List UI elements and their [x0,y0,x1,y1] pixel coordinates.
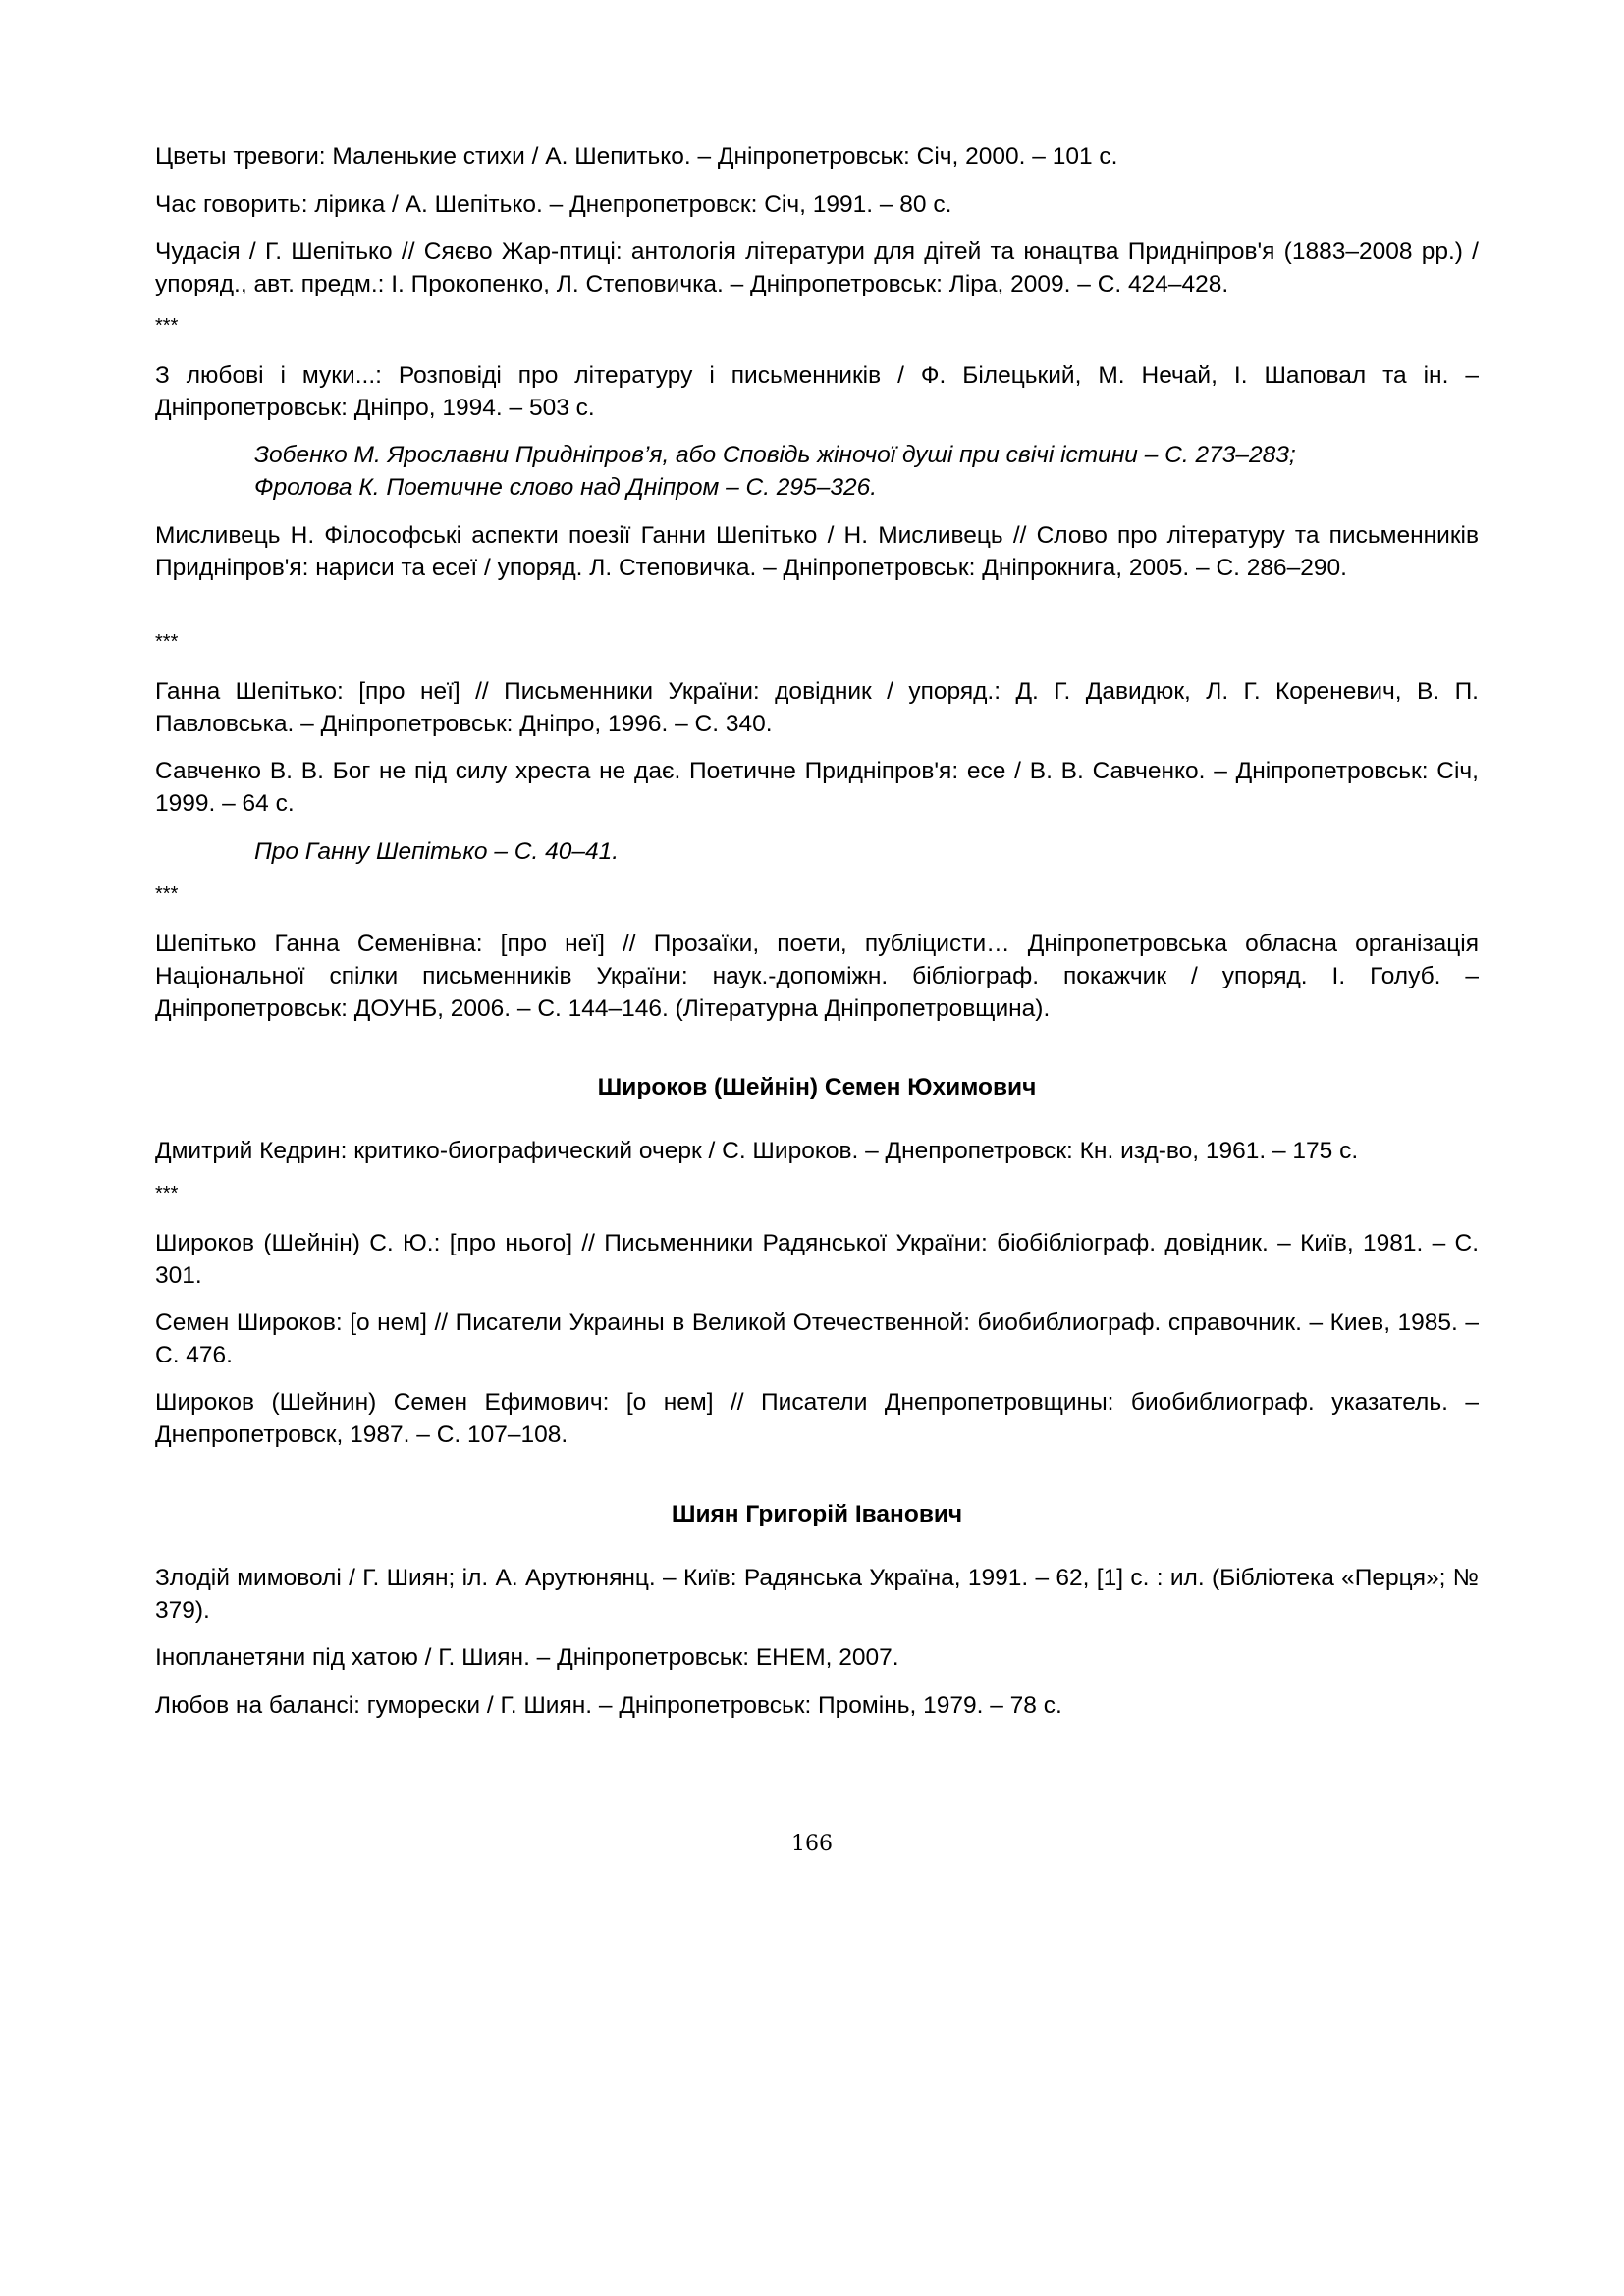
separator-stars: *** [155,631,179,653]
bib-entry-note: Фролова К. Поетичне слово над Дніпром – С. 295–326. [254,474,877,501]
bib-entry: Чудасія / Г. Шепітько // Сяєво Жар-птиці: антологія літератури для дітей та юнацтва Придніпров'я (1883–2008 рр.) / упоряд., авт. предм.: І. Прокопенко, Л. Степовичка. – Дніпропетровськ: Ліра, 2009. – С. 424–428. [155,239,1479,297]
separator-stars: *** [155,315,179,337]
section-heading: Широков (Шейнін) Семен Юхимович [597,1074,1037,1100]
section-heading: Шиян Григорій Іванович [671,1501,963,1527]
separator-stars: *** [155,1183,179,1204]
bib-entry-note: Про Ганну Шепітько – С. 40–41. [254,838,620,865]
bib-entry: Широков (Шейнін) С. Ю.: [про нього] // Письменники Радянської України: біобібліограф. довідник. – Київ, 1981. – С. 301. [155,1230,1479,1289]
bib-entry: Цветы тревоги: Маленькие стихи / А. Шепитько. – Дніпропетровськ: Січ, 2000. – 101 с. [155,143,1118,170]
bib-entry: Семен Широков: [о нем] // Писатели Украины в Великой Отечественной: биобиблиограф. справочник. – Киев, 1985. – С. 476. [155,1309,1479,1368]
bib-entry: Інопланетяни під хатою / Г. Шиян. – Дніпропетровськ: ЕНЕМ, 2007. [155,1644,899,1671]
bib-entry: З любові і муки...: Розповіді про літературу і письменників / Ф. Білецький, М. Нечай, І. Шаповал та ін. – Дніпропетровськ: Дніпро, 1994. – 503 с. [155,362,1479,421]
bib-entry: Дмитрий Кедрин: критико-биографический очерк / С. Широков. – Днепропетровск: Кн. изд-во, 1961. – 175 с. [155,1138,1359,1164]
bib-entry: Ганна Шепітько: [про неї] // Письменники України: довідник / упоряд.: Д. Г. Давидюк, Л. Г. Кореневич, В. П. Павловська. – Дніпропетровськ: Дніпро, 1996. – С. 340. [155,678,1479,737]
bib-entry: Злодій мимоволі / Г. Шиян; іл. А. Арутюнянц. – Київ: Радянська Україна, 1991. – 62, [1] с. : ил. (Бібліотека «Перця»; № 379). [155,1565,1479,1624]
bib-entry: Мисливець Н. Філософські аспекти поезії Ганни Шепітько / Н. Мисливець // Слово про літературу та письменників Придніпров'я: нариси та есеї / упоряд. Л. Степовичка. – Дніпропетровськ: Дніпрокнига, 2005. – С. 286–290. [155,522,1479,581]
separator-stars: *** [155,883,179,905]
bib-entry: Шепітько Ганна Семенівна: [про неї] // Прозаїки, поети, публіцисти… Дніпропетровська обласна організація Національної спілки письменників України: наук.-допоміжн. бібліограф. покажчик / упоряд. І. Голуб. – Дніпропетровськ: ДОУНБ, 2006. – С. 144–146. (Літературна Дніпропетровщина). [155,931,1479,1022]
bib-entry: Любов на балансі: гуморески / Г. Шиян. – Дніпропетровськ: Промінь, 1979. – 78 с. [155,1692,1062,1719]
bib-entry: Час говорить: лірика / А. Шепітько. – Днепропетровск: Січ, 1991. – 80 с. [155,191,952,218]
page-number: 166 [791,1832,833,1856]
bib-entry-note: Зобенко М. Ярославни Придніпров’я, або Сповідь жіночої душі при свічі істини – С. 273–283; [254,442,1296,468]
bib-entry: Широков (Шейнин) Семен Ефимович: [о нем] // Писатели Днепропетровщины: биобиблиограф. указатель. – Днепропетровск, 1987. – С. 107–108. [155,1389,1479,1448]
bib-entry: Савченко В. В. Бог не під силу хреста не дає. Поетичне Придніпров'я: есе / В. В. Савченко. – Дніпропетровськ: Січ, 1999. – 64 с. [155,758,1479,817]
